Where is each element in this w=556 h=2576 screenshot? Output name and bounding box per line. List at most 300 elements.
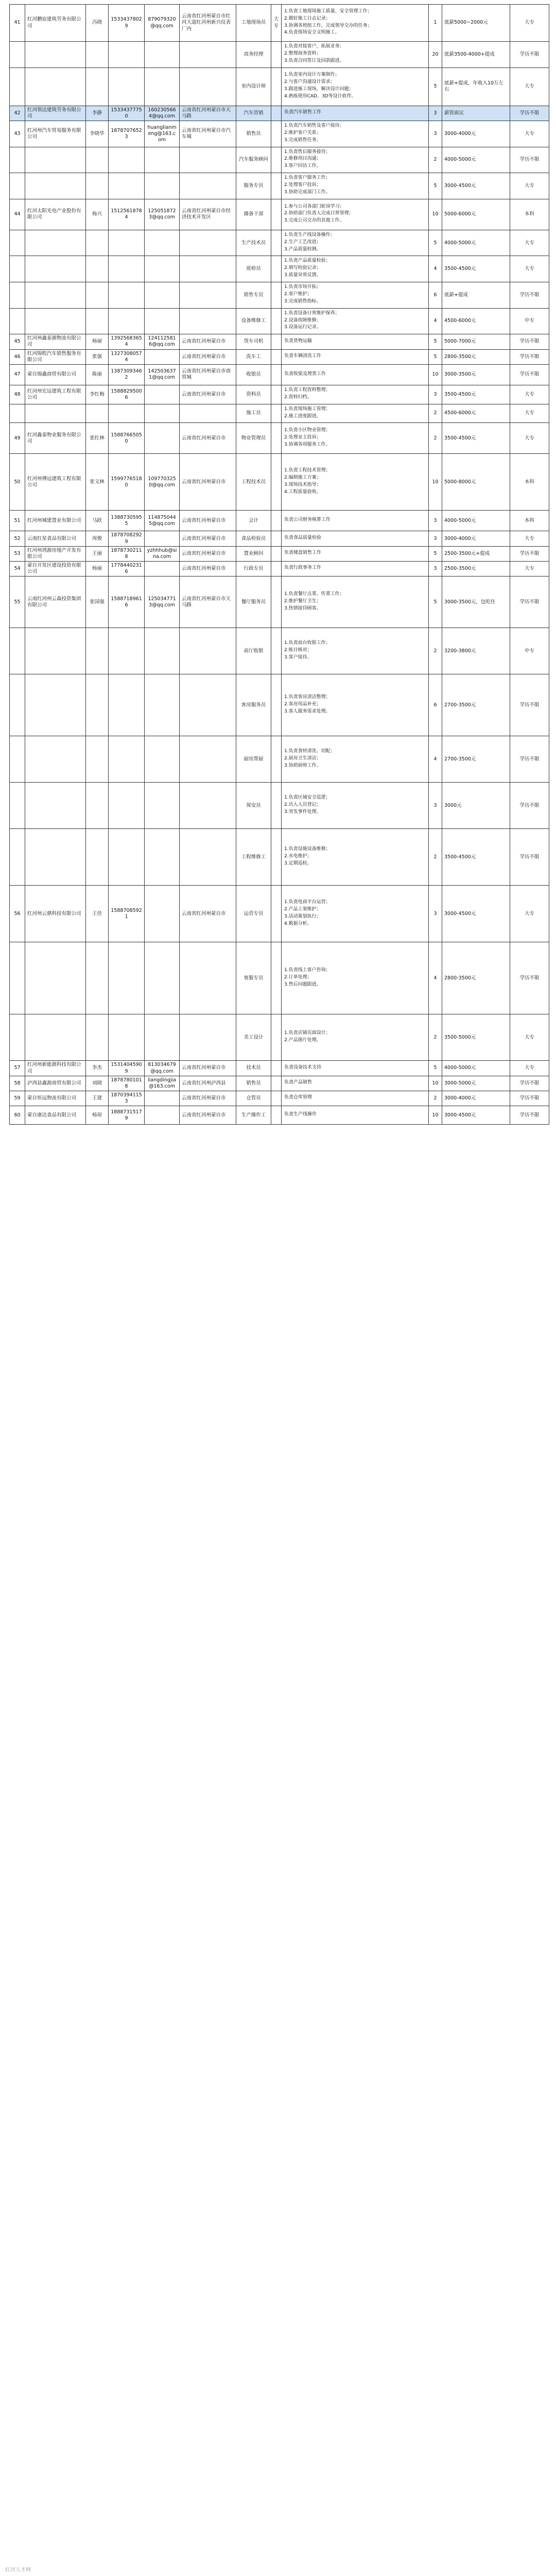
contact-name: 李杰 <box>86 1061 109 1076</box>
row-number: 52 <box>10 531 25 546</box>
table-row <box>10 783 549 829</box>
company-address <box>180 230 236 256</box>
job-title: 会计 <box>236 511 271 531</box>
requirement-note: 本科 <box>510 454 549 511</box>
requirement-note: 学历不限 <box>510 942 549 1014</box>
company-name <box>25 147 86 173</box>
headcount: 10 <box>429 199 442 230</box>
headcount: 10 <box>429 364 442 385</box>
job-duties <box>282 546 429 561</box>
table-row <box>10 674 549 736</box>
contact-name <box>86 173 109 199</box>
job-duties <box>282 67 429 106</box>
company-name <box>25 829 86 886</box>
salary: 4000-5000元 <box>442 511 510 531</box>
company-name <box>25 783 86 829</box>
phone-number: 15334377750 <box>109 106 145 121</box>
duty-line: 2.水电维护； <box>284 853 312 859</box>
row-number <box>10 67 25 106</box>
contact-name <box>86 628 109 674</box>
requirement-note: 大专 <box>510 67 549 106</box>
table-row <box>10 423 549 454</box>
contact-name: 张红林 <box>86 423 109 454</box>
table-row <box>10 199 549 230</box>
row-number <box>10 404 25 423</box>
headcount: 5 <box>429 546 442 561</box>
company-address <box>180 173 236 199</box>
headcount: 2 <box>429 147 442 173</box>
contact-name: 周俊 <box>86 531 109 546</box>
company-address <box>180 256 236 282</box>
contact-name <box>86 230 109 256</box>
contact-name: 王建 <box>86 1091 109 1106</box>
contact-name <box>86 282 109 309</box>
requirement-note: 学历不限 <box>510 106 549 121</box>
duty-line: 1.负责食材清洗、切配； <box>284 749 335 754</box>
contact-name: 李晓华 <box>86 121 109 147</box>
email-address: liangdingjia@163.com <box>145 1076 180 1091</box>
contact-name <box>86 256 109 282</box>
education <box>271 577 282 628</box>
email-address: yzhhhub@sina.com <box>145 546 180 561</box>
headcount: 2 <box>429 829 442 886</box>
duty-line: 3.设备运行记录。 <box>284 325 321 330</box>
requirement-note: 大专 <box>510 173 549 199</box>
salary: 5000-6000元 <box>442 199 510 230</box>
salary: 3000-5000元 <box>442 1076 510 1091</box>
phone-number: 15997765180 <box>109 454 145 511</box>
email-address <box>145 886 180 942</box>
company-name: 红河州宏远建筑工程有限公司 <box>25 385 86 404</box>
job-title: 储备干部 <box>236 199 271 230</box>
company-name: 红河锦程汽车销售服务有限公司 <box>25 349 86 364</box>
company-address <box>180 1014 236 1061</box>
company-address: 云南省红河州泸西县 <box>180 1076 236 1091</box>
duty-line: 1.负责店铺页面设计； <box>284 1030 331 1036</box>
duty-line: 1.负责前台收银工作； <box>284 640 331 646</box>
education <box>271 147 282 173</box>
row-number <box>10 147 25 173</box>
row-number <box>10 628 25 674</box>
row-number: 45 <box>10 334 25 349</box>
email-address <box>145 628 180 674</box>
headcount: 6 <box>429 282 442 309</box>
company-name: 红河州博远建筑工程有限公司 <box>25 454 86 511</box>
job-duties <box>282 230 429 256</box>
requirement-note: 学历不限 <box>510 349 549 364</box>
phone-number: 18887315179 <box>109 1106 145 1125</box>
email-address <box>145 404 180 423</box>
job-duties <box>282 385 429 404</box>
requirement-note: 学历不限 <box>510 42 549 68</box>
row-number: 49 <box>10 423 25 454</box>
job-duties <box>282 256 429 282</box>
headcount: 10 <box>429 1076 442 1091</box>
phone-number <box>109 147 145 173</box>
company-address: 云南省红河州蒙自市 <box>180 1106 236 1125</box>
row-number: 57 <box>10 1061 25 1076</box>
requirement-note: 大专 <box>510 562 549 577</box>
email-address <box>145 423 180 454</box>
row-number: 46 <box>10 349 25 364</box>
company-address: 云南省红河州蒙自市 <box>180 531 236 546</box>
phone-number: 18787076523 <box>109 121 145 147</box>
duty-line: 1.负责产品质量检验； <box>284 258 331 264</box>
company-name: 云南红河州云森投资集团有限公司 <box>25 577 86 628</box>
job-title: 销售专员 <box>236 282 271 309</box>
table-row <box>10 147 549 173</box>
row-number: 53 <box>10 546 25 561</box>
salary: 5000-7000元 <box>442 334 510 349</box>
salary: 3000-4500元 <box>442 1106 510 1125</box>
table-row <box>10 1014 549 1061</box>
job-title: 设备维修工 <box>236 308 271 334</box>
email-address <box>145 42 180 68</box>
job-title: 销售员 <box>236 1076 271 1091</box>
contact-name: 马跃 <box>86 511 109 531</box>
salary: 5000-8000元 <box>442 454 510 511</box>
phone-number: 17784402316 <box>109 562 145 577</box>
education <box>271 783 282 829</box>
education <box>271 121 282 147</box>
job-duties <box>282 1091 429 1106</box>
job-title: 行政专员 <box>236 562 271 577</box>
job-title: 生产操作工 <box>236 1106 271 1125</box>
table-row <box>10 173 549 199</box>
row-number: 51 <box>10 511 25 531</box>
job-duties <box>282 364 429 385</box>
row-number <box>10 308 25 334</box>
education <box>271 1061 282 1076</box>
job-title: 前厅收银 <box>236 628 271 674</box>
job-title: 工程维修工 <box>236 829 271 886</box>
phone-number <box>109 674 145 736</box>
salary: 底薪5000~2000元 <box>442 5 510 42</box>
job-title: 保安员 <box>236 783 271 829</box>
requirement-note: 学历不限 <box>510 674 549 736</box>
salary: 4500-6000元 <box>442 308 510 334</box>
requirement-note: 中专 <box>510 628 549 674</box>
job-title: 物业管理员 <box>236 423 271 454</box>
salary: 3000-4000元 <box>442 121 510 147</box>
table-row <box>10 334 549 349</box>
education <box>271 385 282 404</box>
job-duties <box>282 106 429 121</box>
headcount: 2 <box>429 1091 442 1106</box>
duty-line: 3.负责合同签订及回款跟进。 <box>284 58 344 63</box>
row-number <box>10 829 25 886</box>
phone-number <box>109 173 145 199</box>
job-duties <box>282 423 429 454</box>
company-name: 红河州鸿源房地产开发有限公司 <box>25 546 86 561</box>
education <box>271 942 282 1014</box>
table-row <box>10 256 549 282</box>
contact-name: 杨丽 <box>86 562 109 577</box>
job-duties <box>282 1106 429 1125</box>
salary: 4000-5000元 <box>442 230 510 256</box>
row-number: 59 <box>10 1091 25 1106</box>
education <box>271 531 282 546</box>
company-address: 云南省红河州蒙自市汽车城 <box>180 121 236 147</box>
company-address <box>180 736 236 783</box>
job-table-body <box>10 5 549 1125</box>
education <box>271 256 282 282</box>
job-duties <box>282 829 429 886</box>
job-title: 仓管员 <box>236 1091 271 1106</box>
education <box>271 1076 282 1091</box>
duty-line: 1.负责设施设备维修； <box>284 846 331 852</box>
headcount: 3 <box>429 562 442 577</box>
company-address: 云南省红河州蒙自市 <box>180 511 236 531</box>
headcount: 5 <box>429 230 442 256</box>
salary: 2500-3500元+提成 <box>442 546 510 561</box>
job-title: 室内设计师 <box>236 67 271 106</box>
requirement-note: 学历不限 <box>510 1106 549 1125</box>
job-duties <box>282 1014 429 1061</box>
salary: 底薪3500-4000+提成 <box>442 42 510 68</box>
education <box>271 106 282 121</box>
headcount: 2 <box>429 628 442 674</box>
table-row <box>10 42 549 68</box>
duty-line: 3.产品质量检测。 <box>284 246 321 252</box>
contact-name: 杨丽 <box>86 334 109 349</box>
company-name: 红河州城建置业有限公司 <box>25 511 86 531</box>
headcount: 5 <box>429 67 442 106</box>
duty-line: 2.与客户沟通设计需求； <box>284 79 335 85</box>
duty-line: 3.完成销售任务。 <box>284 137 321 143</box>
education <box>271 736 282 783</box>
company-address <box>180 308 236 334</box>
contact-name: 刘晓 <box>86 1076 109 1091</box>
company-address: 云南省红河州蒙自市商贸城 <box>180 364 236 385</box>
company-address <box>180 628 236 674</box>
table-row <box>10 404 549 423</box>
row-number: 41 <box>10 5 25 42</box>
company-address <box>180 783 236 829</box>
email-address <box>145 385 180 404</box>
duty-line: 1.负责餐厅点菜、传菜工作； <box>284 591 344 597</box>
company-name: 蒙自锦鑫商贸有限公司 <box>25 364 86 385</box>
job-title: 洗车工 <box>236 349 271 364</box>
phone-number: 18787302118 <box>109 546 145 561</box>
job-duties <box>282 199 429 230</box>
table-row <box>10 1106 549 1125</box>
email-address: 1425036371@qq.com <box>145 364 180 385</box>
company-name <box>25 42 86 68</box>
row-number: 44 <box>10 199 25 230</box>
duty-line: 2.账目核对； <box>284 647 312 653</box>
duty-line: 3.定期巡检。 <box>284 860 312 866</box>
education <box>271 282 282 309</box>
table-row <box>10 230 549 256</box>
table-row <box>10 121 549 147</box>
salary: 2800-3500元 <box>442 942 510 1014</box>
phone-number: 13273080574 <box>109 349 145 364</box>
job-duties <box>282 628 429 674</box>
requirement-note: 学历不限 <box>510 783 549 829</box>
job-title: 餐厅服务员 <box>236 577 271 628</box>
contact-name <box>86 674 109 736</box>
headcount: 2 <box>429 423 442 454</box>
duty-line: 1.负责工地现场施工质量、安全管理工作； <box>284 8 372 14</box>
phone-number: 18787082929 <box>109 531 145 546</box>
table-row <box>10 628 549 674</box>
company-address <box>180 42 236 68</box>
table-row <box>10 349 549 364</box>
headcount: 4 <box>429 256 442 282</box>
duty-line: 负责公司财务核算工作 <box>284 517 331 522</box>
requirement-note: 大专 <box>510 423 549 454</box>
duty-line: 3.完成销售指标。 <box>284 298 321 304</box>
requirement-note: 大专 <box>510 385 549 404</box>
contact-name: 杨兴 <box>86 199 109 230</box>
company-address: 云南省红河州蒙自市天马路 <box>180 577 236 628</box>
job-title: 资料员 <box>236 385 271 404</box>
row-number <box>10 674 25 736</box>
headcount: 5 <box>429 1061 442 1076</box>
company-name <box>25 67 86 106</box>
duty-line: 2.产品图片处理。 <box>284 1037 321 1043</box>
email-address <box>145 942 180 1014</box>
email-address <box>145 147 180 173</box>
education <box>271 511 282 531</box>
email-address: 1250518723@qq.com <box>145 199 180 230</box>
row-number <box>10 736 25 783</box>
phone-number: 15314045909 <box>109 1061 145 1076</box>
company-name: 红河州新能源科技有限公司 <box>25 1061 86 1076</box>
duty-line: 3.协调各班组工作，完成领导交办的任务； <box>284 23 372 28</box>
job-duties <box>282 1076 429 1091</box>
requirement-note: 大专 <box>510 5 549 42</box>
table-row <box>10 67 549 106</box>
email-address <box>145 674 180 736</box>
job-title: 食品检验员 <box>236 531 271 546</box>
job-duties <box>282 531 429 546</box>
duty-line: 2.维护餐厅卫生； <box>284 598 321 604</box>
email-address <box>145 736 180 783</box>
salary: 3500-5000元 <box>442 1014 510 1061</box>
contact-name: 冯晓 <box>86 5 109 42</box>
headcount: 20 <box>429 42 442 68</box>
email-address <box>145 783 180 829</box>
salary: 4000-5000元 <box>442 147 510 173</box>
education <box>271 364 282 385</box>
education: 大专 <box>271 5 282 42</box>
job-duties <box>282 308 429 334</box>
company-name <box>25 628 86 674</box>
phone-number <box>109 67 145 106</box>
education <box>271 42 282 68</box>
company-name: 红河太阳光电产业股份有限公司 <box>25 199 86 230</box>
job-title: 生产技术员 <box>236 230 271 256</box>
job-title: 收银员 <box>236 364 271 385</box>
duty-line: 2.产品上架维护； <box>284 907 321 912</box>
company-name <box>25 173 86 199</box>
requirement-note: 学历不限 <box>510 829 549 886</box>
education <box>271 404 282 423</box>
education <box>271 454 282 511</box>
requirement-note: 学历不限 <box>510 546 549 561</box>
row-number: 43 <box>10 121 25 147</box>
company-address <box>180 942 236 1014</box>
table-row <box>10 1091 549 1106</box>
requirement-note: 大专 <box>510 886 549 942</box>
phone-number: 13925683654 <box>109 334 145 349</box>
email-address: 1241125816@qq.com <box>145 334 180 349</box>
requirement-note: 大专 <box>510 1061 549 1076</box>
contact-name <box>86 42 109 68</box>
company-address: 云南省红河州蒙自市 <box>180 1061 236 1076</box>
row-number: 60 <box>10 1106 25 1125</box>
row-number <box>10 256 25 282</box>
job-duties <box>282 577 429 628</box>
contact-name <box>86 829 109 886</box>
education <box>271 1014 282 1061</box>
education <box>271 674 282 736</box>
duty-line: 2.处理客户投诉； <box>284 182 321 188</box>
company-name: 云南红星食品有限公司 <box>25 531 86 546</box>
education <box>271 829 282 886</box>
education <box>271 562 282 577</box>
salary: 底薪+提成，年收入10万左右 <box>442 67 510 106</box>
table-row <box>10 736 549 783</box>
salary: 3000-3500元，包吃住 <box>442 577 510 628</box>
company-address <box>180 829 236 886</box>
salary: 3000-4500元 <box>442 886 510 942</box>
company-address <box>180 147 236 173</box>
row-number <box>10 282 25 309</box>
duty-line: 2.维护客户关系； <box>284 130 321 135</box>
requirement-note: 大专 <box>510 404 549 423</box>
contact-name <box>86 736 109 783</box>
duty-line: 1.负责工程资料整理； <box>284 387 331 393</box>
salary: 3000-4000元 <box>442 531 510 546</box>
duty-line: 3.客户回访工作。 <box>284 163 321 169</box>
headcount: 2 <box>429 404 442 423</box>
duty-line: 2.设备故障维修； <box>284 317 321 323</box>
salary: 底薪+提成 <box>442 282 510 309</box>
row-number: 48 <box>10 385 25 404</box>
headcount: 1 <box>429 5 442 42</box>
duty-line: 负责仓库管理 <box>284 1095 312 1100</box>
contact-name <box>86 404 109 423</box>
salary: 2700-3500元 <box>442 736 510 783</box>
company-name: 红河州汽车贸易服务有限公司 <box>25 121 86 147</box>
duty-line: 3.协助厨师工作。 <box>284 762 321 768</box>
company-name <box>25 404 86 423</box>
salary: 3000元 <box>442 783 510 829</box>
headcount: 10 <box>429 454 442 511</box>
table-row <box>10 562 549 577</box>
contact-name <box>86 67 109 106</box>
salary: 薪资面议 <box>442 106 510 121</box>
phone-number: 15887189616 <box>109 577 145 628</box>
requirement-note: 学历不限 <box>510 147 549 173</box>
requirement-note: 大专 <box>510 531 549 546</box>
row-number <box>10 1014 25 1061</box>
duty-line: 1.负责小区物业管理； <box>284 428 331 433</box>
requirement-note: 大专 <box>510 121 549 147</box>
email-address <box>145 349 180 364</box>
job-duties <box>282 736 429 783</box>
email-address <box>145 67 180 106</box>
phone-number: 18703941153 <box>109 1091 145 1106</box>
education <box>271 173 282 199</box>
row-number: 55 <box>10 577 25 628</box>
email-address: 1250347713@qq.com <box>145 577 180 628</box>
contact-name: 张强 <box>86 349 109 364</box>
company-address <box>180 67 236 106</box>
